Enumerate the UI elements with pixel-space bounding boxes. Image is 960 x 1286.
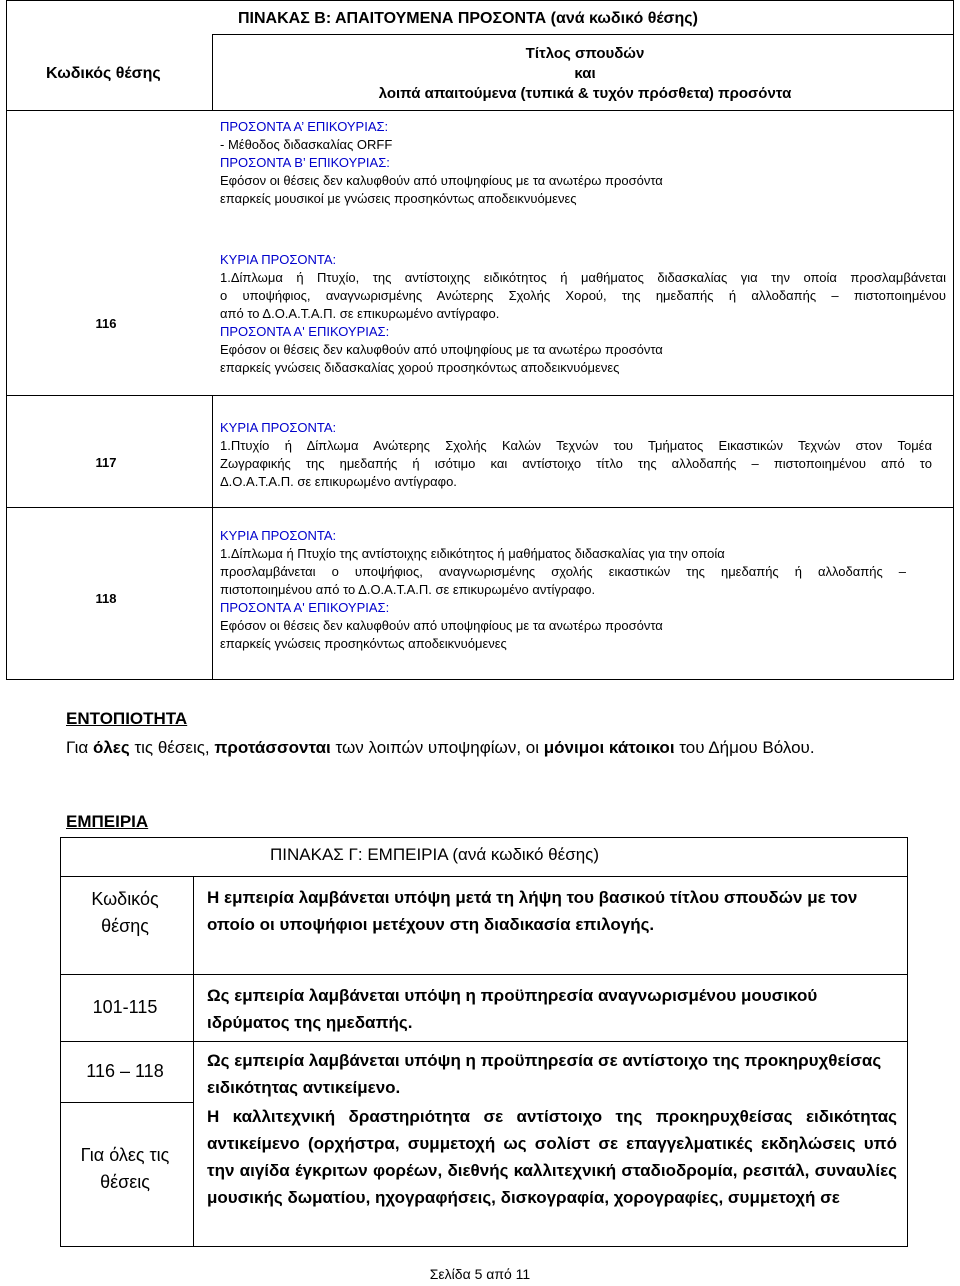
page-number: Σελίδα 5 από 11 xyxy=(429,1266,531,1282)
experience-intro: Η εμπειρία λαμβάνεται υπόψη μετά τη λήψη του βασικού τίτλου σπουδών με τον οποίο οι υποψήφιοι μετέχουν στη διαδικασία επιλογής. xyxy=(207,888,858,934)
experience-code-116-118: 116 – 118 xyxy=(86,1061,164,1081)
row-code-118: 118 xyxy=(95,591,117,606)
row-118-qualifications: ΚΥΡΙΑ ΠΡΟΣΟΝΤΑ: 1.Δίπλωμα ή Πτυχίο της αντίστοιχης ειδικότητος ή μαθήματος διδασκαλίας για την οποία προσλαμβάνεται ο υποψήφιος, αναγνωρισμένης σχολής εικαστικών της ημεδαπής ή αλλοδαπής – πιστοποιημένου από το Δ.Ο.Α.Τ.Α.Π. σε επικυρωμένο αντίγραφο. ΠΡΟΣΟΝΤΑ Α' ΕΠΙΚΟΥΡΙΑΣ: Εφόσον οι θέσεις δεν καλυφθούν από υποψηφίους με τα ανωτέρω προσόντα επαρκείς γνώσεις προσηκόντως αποδεικνυόμενες xyxy=(220,528,906,651)
experience-heading: ΕΜΠΕΙΡΙΑ xyxy=(66,812,149,831)
column-header-qualifications: Τίτλος σπουδών και λοιπά απαιτούμενα (τυπικά & τυχόν πρόσθετα) προσόντα xyxy=(378,45,792,102)
row-code-116: 116 xyxy=(95,316,117,331)
table-c-title: ΠΙΝΑΚΑΣ Γ: ΕΜΠΕΙΡΙΑ (ανά κωδικό θέσης) xyxy=(270,845,600,864)
experience-code-all: Για όλες τις θέσεις xyxy=(80,1145,170,1192)
table-b-required-qualifications xyxy=(6,0,954,680)
continuation-qualifications: ΠΡΟΣΟΝΤΑ Α’ ΕΠΙΚΟΥΡΙΑΣ: - Μέθοδος διδασκαλίας ORFF ΠΡΟΣΟΝΤΑ Β’ ΕΠΙΚΟΥΡΙΑΣ: Εφόσον οι θέσεις δεν καλυφθούν από υποψηφίους με τα ανωτέρω προσόντα επαρκείς μουσικοί με γνώσεις προσηκόντως αποδεικνυόμενες xyxy=(220,119,663,206)
row-code-117: 117 xyxy=(95,455,117,470)
row-116-qualifications: ΚΥΡΙΑ ΠΡΟΣΟΝΤΑ: 1.Δίπλωμα ή Πτυχίο, της αντίστοιχης ειδικότητος ή μαθήματος διδασκαλίας για την οποία προσλαμβάνεται ο υποψήφιος, αναγνωρισμένης Ανώτερης Σχολής Χορού, της ημεδαπής ή αλλοδαπής – πιστοποιημένου από το Δ.Ο.Α.Τ.Α.Π. σε επικυρωμένο αντίγραφο. ΠΡΟΣΟΝΤΑ Α' ΕΠΙΚΟΥΡΙΑΣ: Εφόσον οι θέσεις δεν καλυφθούν από υποψηφίους με τα ανωτέρω προσόντα επαρκείς γνώσεις διδασκαλίας χορού προσηκόντως αποδεικνυόμενες xyxy=(220,252,946,375)
column-header-code: Κωδικός θέσης xyxy=(91,889,159,936)
experience-code-101-115: 101-115 xyxy=(92,997,158,1017)
experience-text-101-115: Ως εμπειρία λαμβάνεται υπόψη η προϋπηρεσία αναγνωρισμένου μουσικού ιδρύματος της ημεδαπής. xyxy=(207,986,818,1032)
experience-text-all: Η καλλιτεχνική δραστηριότητα σε αντίστοιχο της προκηρυχθείσας ειδικότητας αντικείμενο (ορχήστρα, συμμετοχή ως σολίστ σε επαγγελματικές εκδηλώσεις υπό την αιγίδα έγκριτων φορέων, διεθνής καλλιτεχνική σταδιοδρομία, ρεσιτάλ, συναυλίες μουσικής δωματίου, ηχογραφήσεις, δισκογραφία, χορογραφίες, συμμετοχή σε xyxy=(207,1107,897,1207)
column-header-code: Κωδικός θέσης xyxy=(46,65,161,82)
locality-heading: ΕΝΤΟΠΙΟΤΗΤΑ xyxy=(66,709,188,728)
table-b-title: ΠΙΝΑΚΑΣ Β: ΑΠΑΙΤΟΥΜΕΝΑ ΠΡΟΣΟΝΤΑ (ανά κωδικό θέσης) xyxy=(238,10,698,27)
table-c-experience xyxy=(60,837,908,1247)
locality-paragraph: Για όλες τις θέσεις, προτάσσονται των λοιπών υποψηφίων, οι μόνιμοι κάτοικοι του Δήμου Βόλου. xyxy=(66,738,815,757)
row-117-qualifications: ΚΥΡΙΑ ΠΡΟΣΟΝΤΑ: 1.Πτυχίο ή Δίπλωμα Ανώτερης Σχολής Καλών Τεχνών του Τμήματος Εικαστικών Τεχνών στον Τομέα Ζωγραφικής της ημεδαπής ή ισότιμο και αντίστοιχο τίτλο της αλλοδαπής – πιστοποιημένου από το Δ.Ο.Α.Τ.Α.Π. σε επικυρωμένο αντίγραφο. xyxy=(220,420,932,489)
experience-text-116-118: Ως εμπειρία λαμβάνεται υπόψη η προϋπηρεσία σε αντίστοιχο της προκηρυχθείσας ειδικότητας αντικείμενο. xyxy=(207,1051,882,1097)
